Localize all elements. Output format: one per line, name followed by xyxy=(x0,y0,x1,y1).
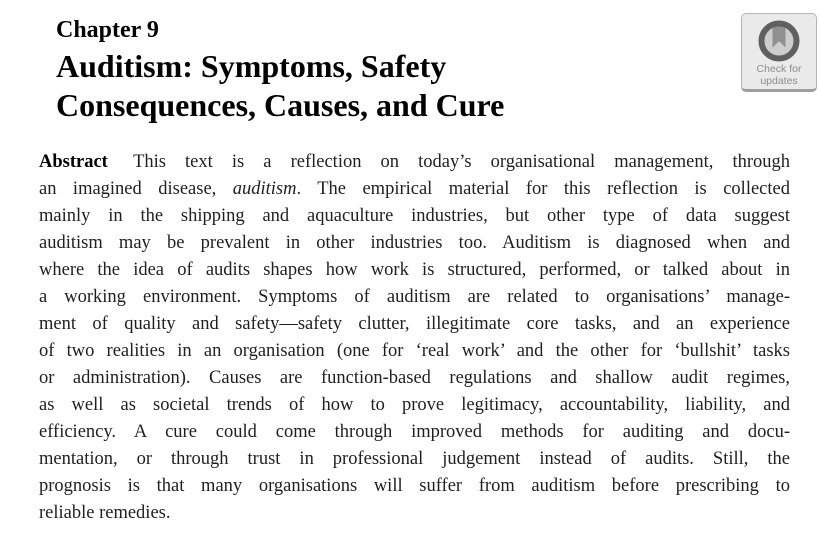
abstract-line xyxy=(39,257,790,284)
abstract-text-segment: of two realities in an organisation (one for ‘real work’ and the other for ‘bullshit’ tasks xyxy=(39,341,790,361)
chapter-title xyxy=(56,47,504,125)
abstract-text-segment: auditism may be prevalent in other industries too. Auditism is diagnosed when and xyxy=(39,233,790,253)
abstract-line xyxy=(39,311,790,338)
abstract-line xyxy=(39,230,790,257)
abstract-line xyxy=(39,446,790,473)
chapter-title-line-1: Auditism: Symptoms, Safety xyxy=(56,48,447,84)
abstract-text-segment: as well as societal trends of how to prove legitimacy, accountability, liability, and xyxy=(39,395,790,415)
abstract-line xyxy=(39,473,790,500)
chapter-number-label: Chapter 9 xyxy=(56,17,159,43)
abstract-line xyxy=(39,284,790,311)
abstract-line xyxy=(39,203,790,230)
abstract-line xyxy=(39,338,790,365)
abstract-text-segment: prognosis is that many organisations will suffer from auditism before prescribing to xyxy=(39,476,790,496)
abstract-paragraph xyxy=(39,149,790,527)
check-for-updates-badge[interactable] xyxy=(741,13,817,92)
abstract-line xyxy=(39,365,790,392)
abstract-text-segment: or administration). Causes are function-based regulations and shallow audit regimes, xyxy=(39,368,790,388)
abstract-text-segment: where the idea of audits shapes how work is structured, performed, or talked about in xyxy=(39,260,790,280)
abstract-line xyxy=(39,149,790,176)
abstract-text-segment: mentation, or through trust in professional judgement instead of audits. Still, the xyxy=(39,449,790,469)
abstract-text-segment: a working environment. Symptoms of auditism are related to organisations’ manage- xyxy=(39,287,790,307)
chapter-title-line-2: Consequences, Causes, and Cure xyxy=(56,87,505,123)
abstract-line xyxy=(39,392,790,419)
abstract-text-segment: mainly in the shipping and aquaculture industries, but other type of data suggest xyxy=(39,206,790,226)
abstract-text-segment: auditism xyxy=(232,179,297,199)
abstract-text-segment: . The empirical material for this reflection is collected xyxy=(296,179,790,199)
check-for-updates-label-line-2: updates xyxy=(760,75,798,87)
abstract-text-segment: efficiency. A cure could come through improved methods for auditing and docu- xyxy=(39,422,790,442)
abstract-text-segment: an imagined disease, xyxy=(39,179,233,199)
check-for-updates-label xyxy=(742,63,816,87)
abstract-line xyxy=(39,500,790,527)
abstract-label: Abstract xyxy=(39,152,108,172)
crossmark-bookmark-icon xyxy=(758,20,800,62)
abstract-text-segment: This text is a reflection on today’s organisational management, through xyxy=(114,152,790,172)
abstract-line xyxy=(39,419,790,446)
check-for-updates-label-line-1: Check for xyxy=(756,63,802,75)
abstract-line xyxy=(39,176,790,203)
abstract-text-segment: reliable remedies. xyxy=(39,503,171,523)
abstract-text-segment: ment of quality and safety—safety clutter, illegitimate core tasks, and an experience xyxy=(39,314,790,334)
